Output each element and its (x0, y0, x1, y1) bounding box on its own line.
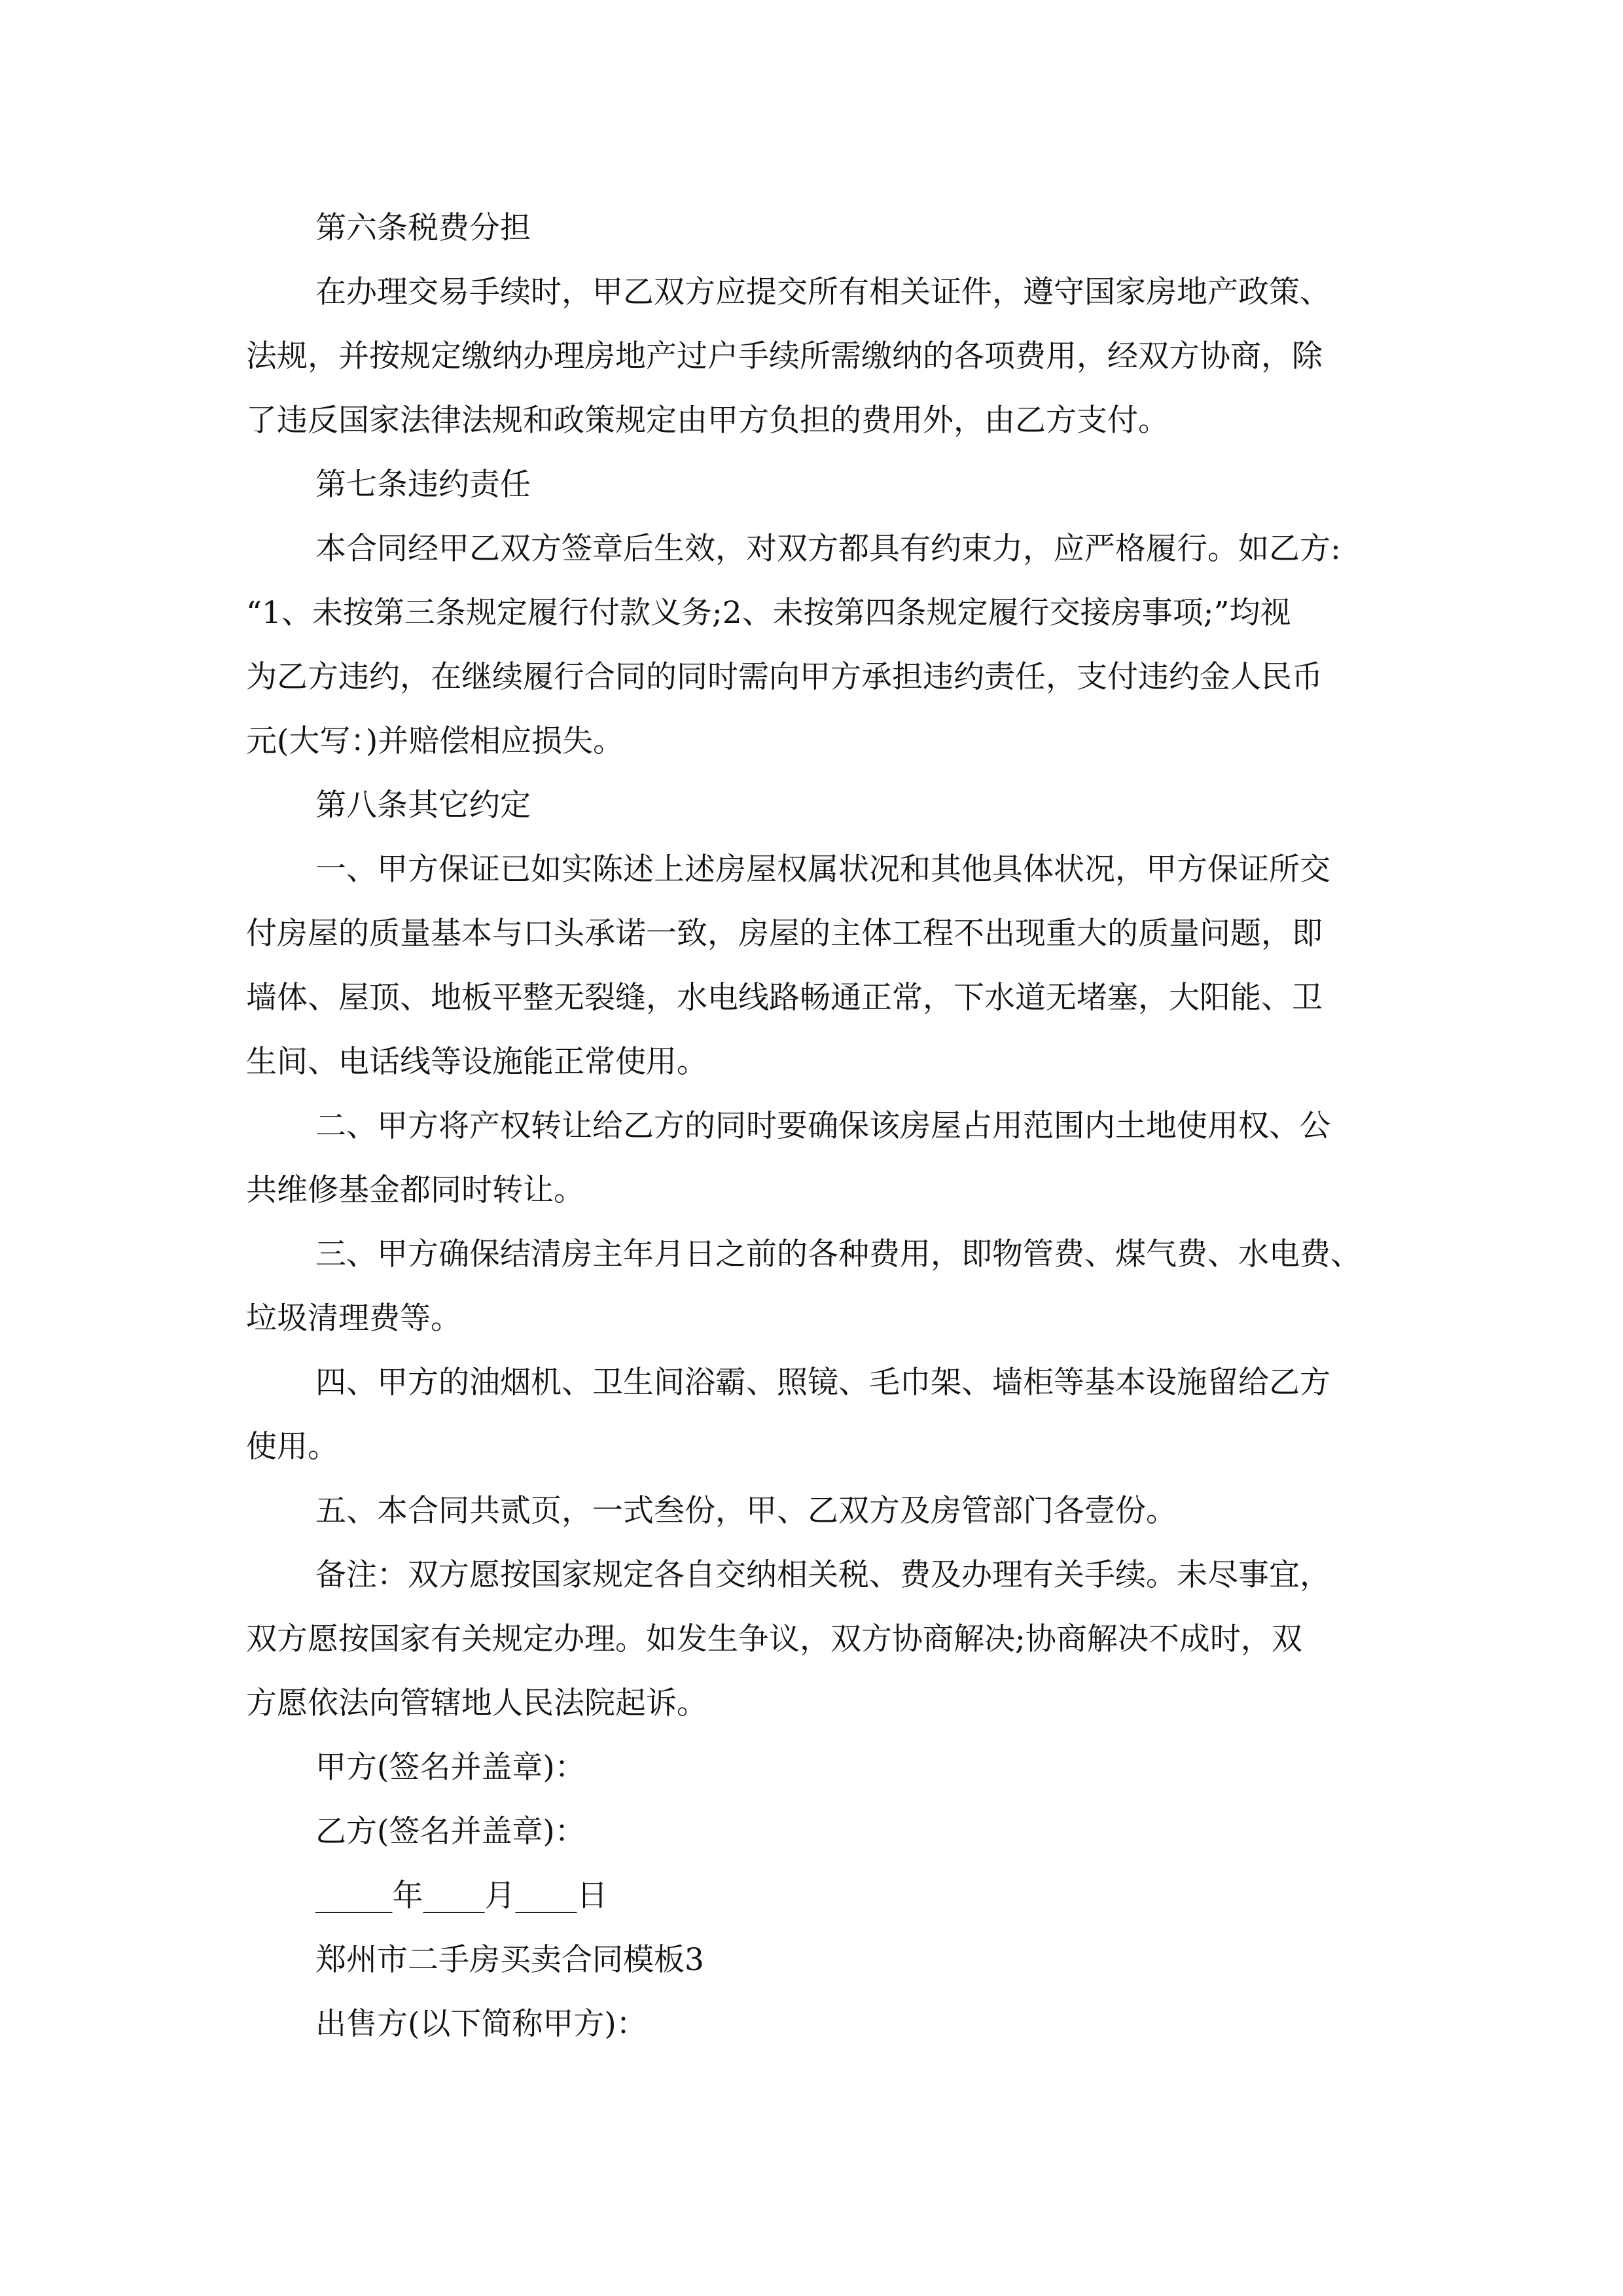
paragraph-line: 双方愿按国家有关规定办理。如发生争议，双方协商解决;协商解决不成时，双 (246, 1621, 1302, 1657)
paragraph-line: 使用。 (246, 1429, 338, 1465)
paragraph-line: 本合同经甲乙双方签章后生效，对双方都具有约束力，应严格履行。如乙方: (315, 531, 1341, 567)
paragraph-line: 了违反国家法律法规和政策规定由甲方负担的费用外，由乙方支付。 (246, 403, 1169, 439)
paragraph-line: 共维修基金都同时转让。 (246, 1172, 584, 1208)
paragraph-line: 元(大写：)并赔偿相应损失。 (246, 723, 624, 759)
paragraph-line: 法规，并按规定缴纳办理房地产过户手续所需缴纳的各项费用，经双方协商，除 (246, 338, 1323, 374)
paragraph-line: 生间、电话线等设施能正常使用。 (246, 1044, 707, 1080)
section-heading-6: 第六条税费分担 (315, 210, 531, 246)
party-a-signature-line: 甲方(签名并盖章)： (315, 1749, 586, 1785)
date-line: _____年____月____日 (315, 1878, 608, 1914)
paragraph-line: 四、甲方的油烟机、卫生间浴霸、照镜、毛巾架、墙柜等基本设施留给乙方 (315, 1365, 1330, 1401)
paragraph-line: 三、甲方确保结清房主年月日之前的各种费用，即物管费、煤气费、水电费、 (315, 1236, 1361, 1272)
paragraph-line: 五、本合同共贰页，一式叁份，甲、乙双方及房管部门各壹份。 (315, 1493, 1177, 1529)
paragraph-line: 备注：双方愿按国家规定各自交纳相关税、费及办理有关手续。未尽事宜， (315, 1557, 1330, 1593)
paragraph-line: 付房屋的质量基本与口头承诺一致，房屋的主体工程不出现重大的质量问题，即 (246, 916, 1323, 952)
paragraph-line: “1、未按第三条规定履行付款义务;2、未按第四条规定履行交接房事项;”均视 (246, 595, 1291, 631)
paragraph-line: 一、甲方保证已如实陈述上述房屋权属状况和其他具体状况，甲方保证所交 (315, 852, 1330, 888)
section-heading-7: 第七条违约责任 (315, 467, 531, 503)
party-b-signature-line: 乙方(签名并盖章)： (315, 1814, 586, 1850)
document-page (246, 196, 1404, 2056)
template-title: 郑州市二手房买卖合同模板3 (315, 1942, 704, 1978)
seller-line: 出售方(以下简称甲方)： (315, 2006, 647, 2042)
paragraph-line: 在办理交易手续时，甲乙双方应提交所有相关证件，遵守国家房地产政策、 (315, 274, 1330, 310)
paragraph-line: 墙体、屋顶、地板平整无裂缝，水电线路畅通正常，下水道无堵塞，大阳能、卫 (246, 980, 1323, 1016)
paragraph-line: 方愿依法向管辖地人民法院起诉。 (246, 1685, 707, 1721)
paragraph-line: 垃圾清理费等。 (246, 1300, 461, 1336)
paragraph-line: 二、甲方将产权转让给乙方的同时要确保该房屋占用范围内土地使用权、公 (315, 1108, 1330, 1144)
section-heading-8: 第八条其它约定 (315, 787, 531, 823)
paragraph-line: 为乙方违约，在继续履行合同的同时需向甲方承担违约责任，支付违约金人民币 (246, 659, 1323, 695)
